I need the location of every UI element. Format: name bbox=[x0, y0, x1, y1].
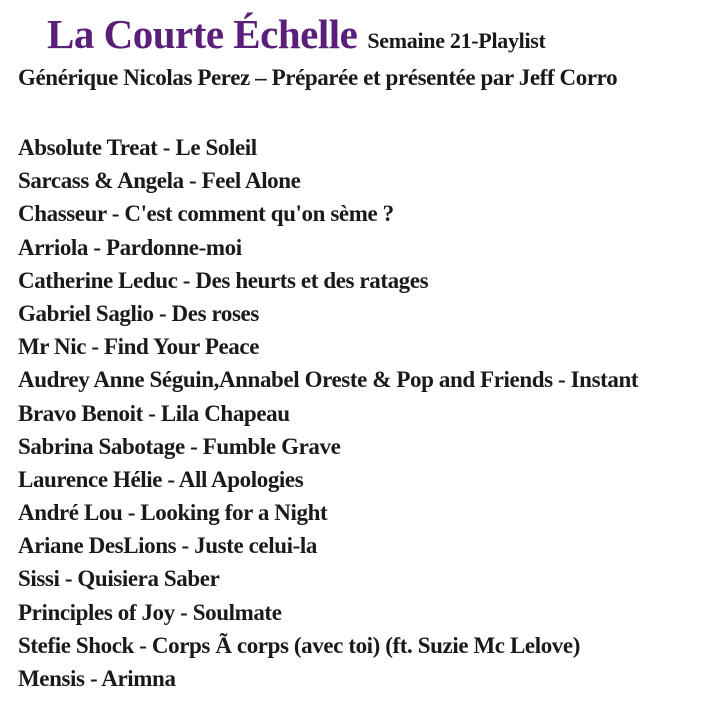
track-item: Gabriel Saglio - Des roses bbox=[18, 300, 259, 326]
track-item: Chasseur - C'est comment qu'on sème ? bbox=[18, 201, 394, 227]
track-item: Catherine Leduc - Des heurts et des ratages bbox=[18, 267, 429, 293]
track-item: Audrey Anne Séguin,Annabel Oreste & Pop and Friends - Instant bbox=[18, 367, 639, 393]
track-item: Sabrina Sabotage - Fumble Grave bbox=[18, 433, 341, 459]
show-title: La Courte Échelle bbox=[47, 11, 358, 57]
track-item: Bravo Benoit - Lila Chapeau bbox=[18, 400, 290, 426]
track-item: Ariane DesLions - Juste celui-la bbox=[18, 533, 317, 559]
track-item: André Lou - Looking for a Night bbox=[18, 500, 328, 526]
week-playlist-label: Semaine 21-Playlist bbox=[367, 28, 546, 53]
track-item: Mr Nic - Find Your Peace bbox=[18, 334, 260, 360]
track-item: Sarcass & Angela - Feel Alone bbox=[18, 168, 301, 194]
track-item: Mensis - Arimna bbox=[18, 666, 176, 691]
track-item: Stefie Shock - Corps Ã corps (avec toi) (ft. Suzie Mc Lelove) bbox=[18, 632, 580, 658]
track-list bbox=[18, 131, 638, 695]
header bbox=[47, 10, 546, 58]
track-item: Sissi - Quisiera Saber bbox=[18, 566, 220, 592]
credits-line: Générique Nicolas Perez – Préparée et présentée par Jeff Corro bbox=[18, 65, 618, 90]
track-item: Arriola - Pardonne-moi bbox=[18, 234, 242, 260]
track-item: Principles of Joy - Soulmate bbox=[18, 599, 282, 625]
track-item: Laurence Hélie - All Apologies bbox=[18, 466, 304, 492]
track-item: Absolute Treat - Le Soleil bbox=[18, 135, 257, 160]
